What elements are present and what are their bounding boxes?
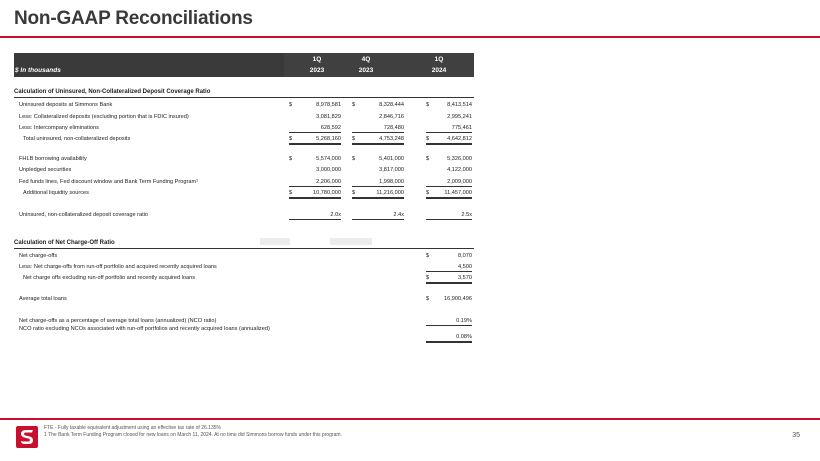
cell-value: 11,216,000 xyxy=(352,189,404,199)
cell-value: 0.08% xyxy=(426,333,472,343)
table-row xyxy=(0,211,480,220)
col-header-quarter-2: 4Q xyxy=(361,56,371,63)
cell-value: 10,780,000 xyxy=(289,189,341,199)
col-header-year-3: 2024 xyxy=(431,67,447,74)
unit-label: $ In thousands xyxy=(15,67,61,74)
col-header-quarter-1: 1Q xyxy=(312,56,322,63)
cell-value: 5,401,000 xyxy=(379,156,404,162)
cell-value: 2.5x xyxy=(426,211,472,220)
cell-value: 2,846,716 xyxy=(379,114,404,120)
table-row xyxy=(0,317,480,326)
table-row xyxy=(0,166,480,175)
row-label: Total uninsured, non-collateralized deposits xyxy=(23,136,131,142)
dollar-sign: $ xyxy=(289,190,293,196)
cell-value: 2,009,000 xyxy=(426,178,472,187)
row-label: Less: Net charge-offs from run-off portfolio and acquired recently acquired loans xyxy=(19,264,217,270)
table-row xyxy=(0,189,480,198)
dollar-sign: $ xyxy=(426,275,430,281)
table-row xyxy=(0,113,480,122)
table-row xyxy=(0,295,480,304)
section-divider xyxy=(14,97,474,98)
table-row xyxy=(0,135,480,144)
footnote-btfp: 1 The Bank Term Funding Program closed for new loans on March 11, 2024. At no time did Simmons borrow funds under this program. xyxy=(44,431,342,438)
cell-value: 0.19% xyxy=(426,317,472,326)
table-row xyxy=(0,274,480,283)
cell-value: 4,500 xyxy=(426,263,472,272)
section-heading-nco-ratio: Calculation of Net Charge-Off Ratio xyxy=(14,240,115,246)
cell-value: 3,570 xyxy=(426,274,472,284)
header-shade xyxy=(260,238,290,245)
cell-value: 728,480 xyxy=(352,124,404,133)
row-label: Net charge offs excluding run-off portfolio and recently acquired loans xyxy=(23,275,196,281)
table-row xyxy=(0,326,480,342)
cell-value: 11,457,000 xyxy=(426,189,472,199)
row-label: Fed funds lines, Fed discount window and Bank Term Funding Program¹ xyxy=(19,179,198,185)
row-label: Uninsured deposits at Simmons Bank xyxy=(19,102,113,108)
dollar-sign: $ xyxy=(426,136,430,142)
cell-value: 628,592 xyxy=(289,124,341,133)
cell-value: 775,461 xyxy=(426,124,472,133)
dollar-sign: $ xyxy=(289,156,293,162)
row-label: Net charge-offs xyxy=(19,253,58,259)
dollar-sign: $ xyxy=(289,102,293,108)
cell-value: 4,642,812 xyxy=(426,135,472,145)
cell-value: 5,268,160 xyxy=(289,135,341,145)
simmons-logo-icon xyxy=(16,426,38,448)
table-row xyxy=(0,252,480,261)
row-label: Less: Intercompany eliminations xyxy=(19,125,99,131)
page-number: 35 xyxy=(792,432,800,439)
header-shade xyxy=(330,238,372,245)
cell-value: 5,574,000 xyxy=(316,156,341,162)
table-row xyxy=(0,178,480,187)
footnotes xyxy=(44,425,342,438)
row-label: Net charge-offs as a percentage of average total loans (annualized) (NCO ratio) xyxy=(19,318,217,324)
col-header-year-1: 2023 xyxy=(309,67,325,74)
dollar-sign: $ xyxy=(289,136,293,142)
section-divider xyxy=(14,248,474,249)
cell-value: 8,328,444 xyxy=(379,102,404,108)
dollar-sign: $ xyxy=(426,253,430,259)
table-row xyxy=(0,155,480,164)
col-header-year-2: 2023 xyxy=(358,67,374,74)
cell-value: 8,413,514 xyxy=(447,102,472,108)
row-label: FHLB borrowing availability xyxy=(19,156,87,162)
row-label: Unpledged securities xyxy=(19,167,72,173)
table-row xyxy=(0,263,480,272)
cell-value: 8,070 xyxy=(458,253,472,259)
dollar-sign: $ xyxy=(426,102,430,108)
cell-value: 4,753,248 xyxy=(352,135,404,145)
dollar-sign: $ xyxy=(426,156,430,162)
dollar-sign: $ xyxy=(426,190,430,196)
section-heading-deposit-coverage: Calculation of Uninsured, Non-Collateralized Deposit Coverage Ratio xyxy=(14,89,211,95)
cell-value: 16,900,496 xyxy=(444,296,472,302)
dollar-sign: $ xyxy=(352,190,356,196)
cell-value: 2.0x xyxy=(289,211,341,220)
row-label: Uninsured, non-collateralized deposit coverage ratio xyxy=(19,212,149,218)
dollar-sign: $ xyxy=(426,296,430,302)
row-label: NCO ratio excluding NCOs associated with run-off portfolios and recently acquired loans (annualized) xyxy=(19,326,270,332)
cell-value: 2.4x xyxy=(352,211,404,220)
footnote-fte: FTE - Fully taxable equivalent adjustment using an effective tax rate of 26.135% xyxy=(44,425,221,431)
row-label: Additional liquidity sources xyxy=(23,190,89,196)
cell-value: 5,326,000 xyxy=(447,156,472,162)
dollar-sign: $ xyxy=(352,102,356,108)
table-row xyxy=(0,124,480,133)
footer-divider xyxy=(0,418,820,420)
cell-value: 3,000,000 xyxy=(316,167,341,173)
cell-value: 3,817,000 xyxy=(379,167,404,173)
cell-value: 2,995,241 xyxy=(447,114,472,120)
cell-value: 2,206,000 xyxy=(289,178,341,187)
page-title: Non-GAAP Reconciliations xyxy=(14,8,253,29)
cell-value: 1,998,000 xyxy=(352,178,404,187)
cell-value: 8,978,581 xyxy=(316,102,341,108)
cell-value: 3,081,829 xyxy=(316,114,341,120)
dollar-sign: $ xyxy=(352,156,356,162)
col-header-quarter-3: 1Q xyxy=(434,56,444,63)
table-row xyxy=(0,101,480,110)
cell-value: 4,122,000 xyxy=(447,167,472,173)
row-label: Less: Collateralized deposits (excluding portion that is FDIC insured) xyxy=(19,114,189,120)
title-divider xyxy=(0,36,820,38)
dollar-sign: $ xyxy=(352,136,356,142)
row-label: Average total loans xyxy=(19,296,67,302)
